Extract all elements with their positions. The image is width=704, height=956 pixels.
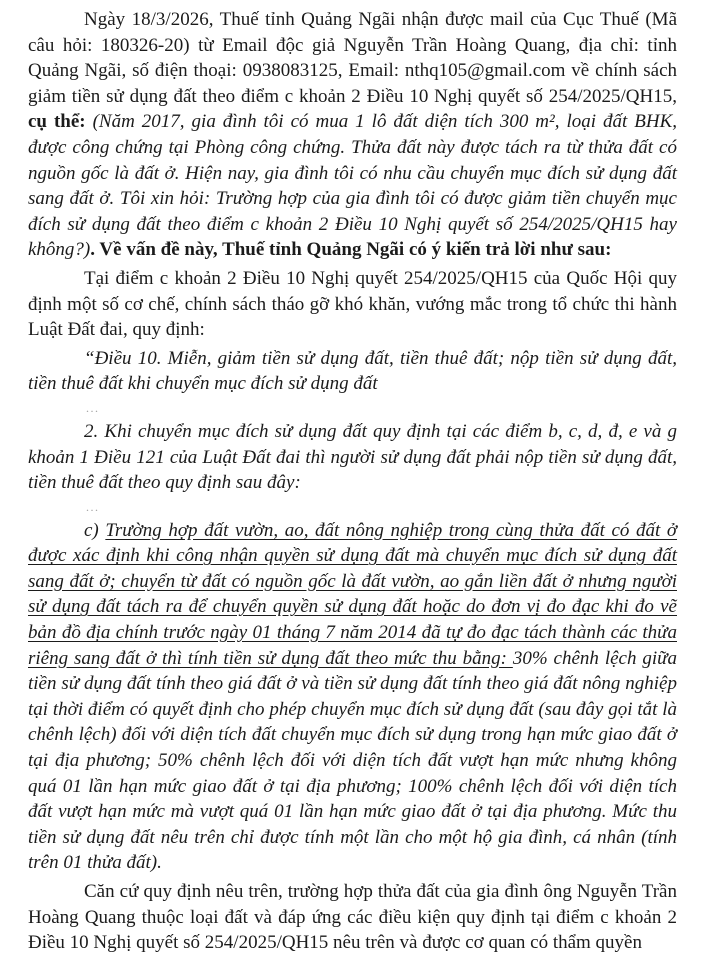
text-segment: . Về vấn đề này, Thuế tỉnh Quảng Ngãi có ý kiến trả lời như sau: (90, 239, 612, 261)
text-segment: Căn cứ quy định nêu trên, trường hợp thửa đất của gia đình ông Nguyễn Trần Hoàng Quang thuộc loại đất và đáp ứng các điều kiện quy định tại điểm c khoản 2 Điều 10 Nghị quyết số 254/2025/QH15 nêu trên và được cơ quan có thẩm quyền (28, 881, 677, 954)
intro-paragraph (28, 7, 677, 263)
conclusion-paragraph (28, 879, 677, 956)
text-segment: 2. Khi chuyển mục đích sử dụng đất quy định tại các điểm b, c, d, đ, e và g khoản 1 Điều 121 của Luật Đất đai thì người sử dụng đất phải nộp tiền sử dụng đất, tiền thuê đất theo quy định sau đây: (28, 420, 677, 494)
text-segment: Tại điểm c khoản 2 Điều 10 Nghị quyết 254/2025/QH15 của Quốc Hội quy định một số cơ chế, chính sách tháo gỡ khó khăn, vướng mắc trong tổ chức thi hành Luật Đất đai, quy định: (28, 267, 677, 341)
text-segment: (Năm 2017, gia đình tôi có mua 1 lô đất diện tích 300 m², loại đất BHK, được công chứng tại Phòng công chứng. Thửa đất này được tách ra từ thửa đất có nguồn gốc là đất ở. Hiện nay, gia đình tôi có nhu cầu chuyển mục đích sử dụng đất sang đất ở. Tôi xin hỏi: Trường hợp của gia đình tôi có được giảm tiền chuyển mục đích sử dụng đất theo điểm c khoản 2 Điều 10 Nghị quyết số 254/2025/QH15 hay không?) (28, 111, 677, 261)
text-segment: c) (84, 519, 106, 541)
text-segment: Trường hợp đất vườn, ao, đất nông nghiệp trong cùng thửa đất có đất ở được xác định khi công nhận quyền sử dụng đất mà chuyển mục đích sử dụng đất sang đất ở; chuyển từ đất có nguồn gốc là đất vườn, ao gắn liền đất ở nhưng người sử dụng đất tách ra để chuyển quyền sử dụng đất hoặc do đơn vị đo đạc khi đo vẽ bản đồ địa chính trước ngày 01 tháng 7 năm 2014 đã tự đo đạc tách thành các thửa riêng sang đất ở thì tính tiền sử dụng đất theo mức thu bằng: (28, 519, 678, 669)
ellipsis-separator-1: ... (86, 400, 100, 415)
quote-point-c (28, 518, 677, 876)
text-segment: Ngày 18/3/2026, Thuế tỉnh Quảng Ngãi nhận được mail của Cục Thuế (Mã câu hỏi: 180326-20) từ Email độc giả Nguyễn Trần Hoàng Quang, địa chỉ: tỉnh Quảng Ngãi, số điện thoại: 0938083125, Email: nthq105@gmail.com về chính sách giảm tiền sử dụng đất theo điểm c khoản 2 Điều 10 Nghị quyết số 254/2025/QH15, (28, 9, 677, 107)
text-segment: cụ thể: (28, 111, 93, 133)
text-segment: 30% chênh lệch giữa tiền sử dụng đất tính theo giá đất ở và tiền sử dụng đất tính theo giá đất nông nghiệp tại thời điểm có quyết định cho phép chuyển mục đích sử dụng đất (sau đây gọi tắt là chênh lệch) đối với diện tích đất chuyển mục đích sử dụng trong hạn mức giao đất ở tại địa phương; 50% chênh lệch đối với diện tích đất vượt hạn mức nhưng không quá 01 lần hạn mức giao đất ở tại địa phương; 100% chênh lệch đối với diện tích đất vượt hạn mức mà vượt quá 01 lần hạn mức giao đất ở tại địa phương. Mức thu tiền sử dụng đất nêu trên chỉ được tính một lần cho một hộ gia đình, cá nhân (tính trên 01 thửa đất). (28, 647, 677, 874)
quote-article-10-title (28, 346, 677, 397)
legal-basis-paragraph (28, 266, 677, 343)
quote-clause-2 (28, 419, 677, 496)
text-segment: “Điều 10. Miễn, giảm tiền sử dụng đất, tiền thuê đất; nộp tiền sử dụng đất, tiền thuê đất khi chuyển mục đích sử dụng đất (28, 347, 677, 395)
ellipsis-separator-2: ... (86, 499, 100, 514)
